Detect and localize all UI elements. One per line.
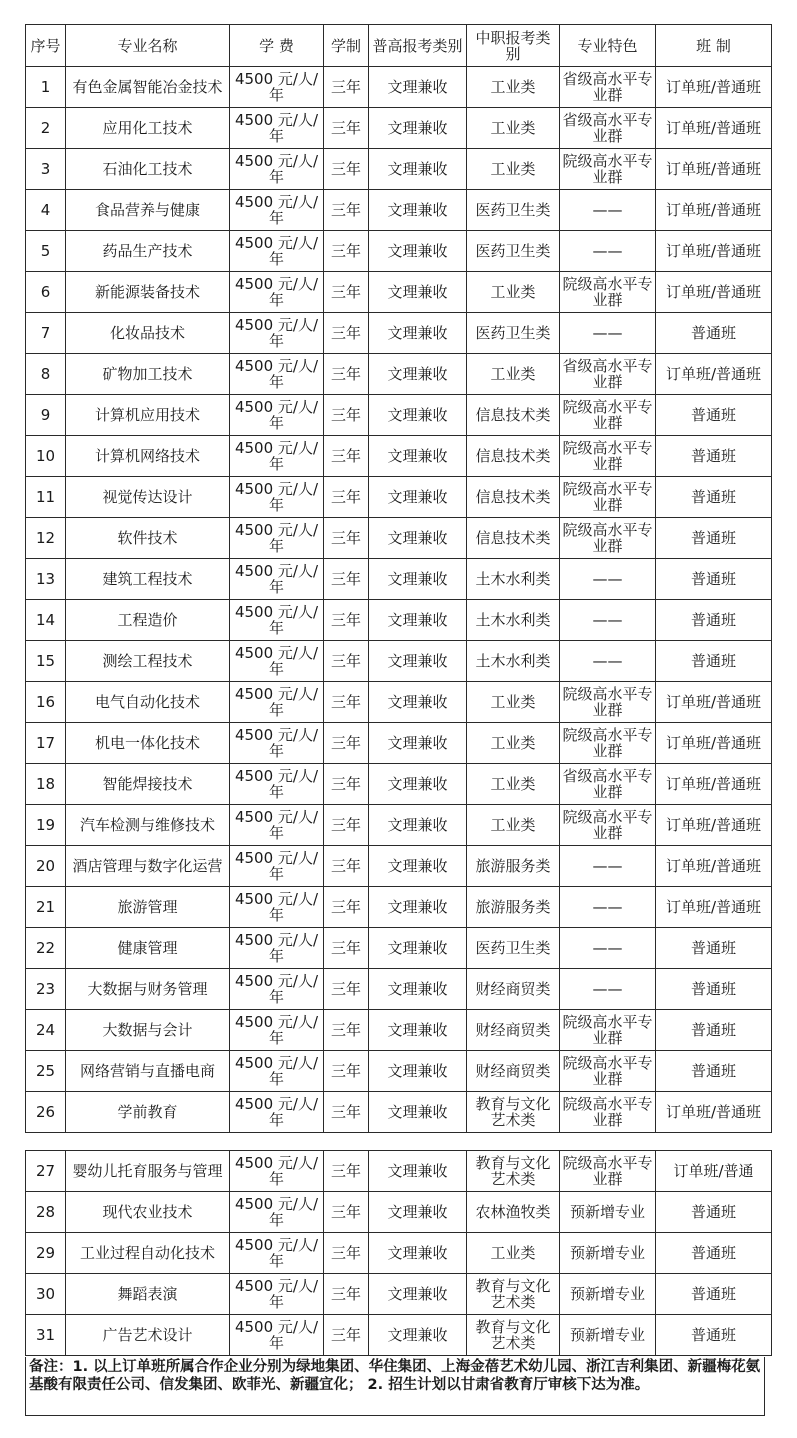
class-type-cell: 普通班: [656, 1274, 772, 1315]
tuition-fee-cell: 4500 元/人/年: [230, 641, 324, 682]
tuition-fee-cell: 4500 元/人/年: [230, 149, 324, 190]
major-feature-cell: ——: [560, 928, 656, 969]
table-row: [26, 1151, 772, 1192]
header-cell: 序号: [26, 25, 66, 67]
major-name-cell: 药品生产技术: [66, 231, 230, 272]
vocational-category-cell: 工业类: [467, 67, 560, 108]
major-name-cell: 健康管理: [66, 928, 230, 969]
table-row: [26, 313, 772, 354]
major-name-cell: 汽车检测与维修技术: [66, 805, 230, 846]
highschool-category-cell: 文理兼收: [369, 969, 467, 1010]
vocational-category-cell: 土木水利类: [467, 600, 560, 641]
class-type-cell: 订单班/普通班: [656, 846, 772, 887]
major-name-cell: 机电一体化技术: [66, 723, 230, 764]
table-gap: [25, 1135, 771, 1150]
table-row: [26, 723, 772, 764]
vocational-category-cell: 工业类: [467, 108, 560, 149]
row-number-cell: 10: [26, 436, 66, 477]
major-name-cell: 舞蹈表演: [66, 1274, 230, 1315]
table-row: [26, 67, 772, 108]
row-number-cell: 26: [26, 1092, 66, 1133]
highschool-category-cell: 文理兼收: [369, 559, 467, 600]
study-duration-cell: 三年: [324, 641, 369, 682]
study-duration-cell: 三年: [324, 1274, 369, 1315]
highschool-category-cell: 文理兼收: [369, 600, 467, 641]
vocational-category-cell: 教育与文化艺术类: [467, 1274, 560, 1315]
study-duration-cell: 三年: [324, 559, 369, 600]
class-type-cell: 普通班: [656, 477, 772, 518]
tuition-fee-cell: 4500 元/人/年: [230, 477, 324, 518]
highschool-category-cell: 文理兼收: [369, 313, 467, 354]
class-type-cell: 订单班/普通班: [656, 1092, 772, 1133]
vocational-category-cell: 土木水利类: [467, 559, 560, 600]
study-duration-cell: 三年: [324, 313, 369, 354]
major-name-cell: 食品营养与健康: [66, 190, 230, 231]
highschool-category-cell: 文理兼收: [369, 682, 467, 723]
tuition-fee-cell: 4500 元/人/年: [230, 764, 324, 805]
major-feature-cell: 院级高水平专业群: [560, 272, 656, 313]
vocational-category-cell: 旅游服务类: [467, 846, 560, 887]
major-name-cell: 有色金属智能冶金技术: [66, 67, 230, 108]
highschool-category-cell: 文理兼收: [369, 928, 467, 969]
class-type-cell: 普通班: [656, 1010, 772, 1051]
major-name-cell: 大数据与会计: [66, 1010, 230, 1051]
tuition-fee-cell: 4500 元/人/年: [230, 354, 324, 395]
highschool-category-cell: 文理兼收: [369, 1051, 467, 1092]
class-type-cell: 订单班/普通班: [656, 67, 772, 108]
tuition-fee-cell: 4500 元/人/年: [230, 190, 324, 231]
highschool-category-cell: 文理兼收: [369, 846, 467, 887]
row-number-cell: 7: [26, 313, 66, 354]
highschool-category-cell: 文理兼收: [369, 887, 467, 928]
tuition-fee-cell: 4500 元/人/年: [230, 518, 324, 559]
table-row: [26, 395, 772, 436]
row-number-cell: 5: [26, 231, 66, 272]
table-header-row: [26, 25, 772, 67]
vocational-category-cell: 教育与文化艺术类: [467, 1315, 560, 1356]
major-name-cell: 酒店管理与数字化运营: [66, 846, 230, 887]
tuition-fee-cell: 4500 元/人/年: [230, 682, 324, 723]
study-duration-cell: 三年: [324, 1092, 369, 1133]
class-type-cell: 订单班/普通班: [656, 108, 772, 149]
vocational-category-cell: 工业类: [467, 354, 560, 395]
major-feature-cell: 预新增专业: [560, 1192, 656, 1233]
study-duration-cell: 三年: [324, 1051, 369, 1092]
table-row: [26, 846, 772, 887]
tuition-fee-cell: 4500 元/人/年: [230, 1092, 324, 1133]
tuition-fee-cell: 4500 元/人/年: [230, 805, 324, 846]
tuition-fee-cell: 4500 元/人/年: [230, 1151, 324, 1192]
table-row: [26, 1274, 772, 1315]
header-cell: 班 制: [656, 25, 772, 67]
major-feature-cell: 院级高水平专业群: [560, 1051, 656, 1092]
vocational-category-cell: 信息技术类: [467, 477, 560, 518]
major-feature-cell: 预新增专业: [560, 1233, 656, 1274]
class-type-cell: 订单班/普通班: [656, 682, 772, 723]
major-name-cell: 旅游管理: [66, 887, 230, 928]
table-row: [26, 272, 772, 313]
table-row: [26, 1233, 772, 1274]
highschool-category-cell: 文理兼收: [369, 1192, 467, 1233]
tuition-fee-cell: 4500 元/人/年: [230, 723, 324, 764]
study-duration-cell: 三年: [324, 354, 369, 395]
major-feature-cell: 省级高水平专业群: [560, 764, 656, 805]
vocational-category-cell: 工业类: [467, 764, 560, 805]
footnote-remarks: 备注：1. 以上订单班所属合作企业分别为绿地集团、华住集团、上海金蓓艺术幼儿园、浙江吉利集团、新疆梅花氨基酸有限责任公司、信发集团、欧菲光、新疆宜化； 2. 招生计划以甘肃省教育厅审核下达为准。: [25, 1357, 765, 1416]
table-row: [26, 190, 772, 231]
study-duration-cell: 三年: [324, 108, 369, 149]
study-duration-cell: 三年: [324, 1010, 369, 1051]
row-number-cell: 4: [26, 190, 66, 231]
class-type-cell: 普通班: [656, 1315, 772, 1356]
tuition-fee-cell: 4500 元/人/年: [230, 1233, 324, 1274]
major-name-cell: 测绘工程技术: [66, 641, 230, 682]
row-number-cell: 2: [26, 108, 66, 149]
major-name-cell: 软件技术: [66, 518, 230, 559]
table-row: [26, 1010, 772, 1051]
row-number-cell: 6: [26, 272, 66, 313]
row-number-cell: 18: [26, 764, 66, 805]
major-feature-cell: 院级高水平专业群: [560, 1010, 656, 1051]
row-number-cell: 16: [26, 682, 66, 723]
table-row: [26, 969, 772, 1010]
highschool-category-cell: 文理兼收: [369, 436, 467, 477]
table-row: [26, 477, 772, 518]
tuition-fee-cell: 4500 元/人/年: [230, 928, 324, 969]
major-feature-cell: ——: [560, 969, 656, 1010]
table-row: [26, 559, 772, 600]
highschool-category-cell: 文理兼收: [369, 1315, 467, 1356]
enrollment-table-main: [25, 24, 772, 1133]
major-name-cell: 智能焊接技术: [66, 764, 230, 805]
class-type-cell: 普通班: [656, 600, 772, 641]
table-row: [26, 805, 772, 846]
tuition-fee-cell: 4500 元/人/年: [230, 559, 324, 600]
major-feature-cell: 省级高水平专业群: [560, 108, 656, 149]
major-feature-cell: 院级高水平专业群: [560, 682, 656, 723]
study-duration-cell: 三年: [324, 1315, 369, 1356]
study-duration-cell: 三年: [324, 518, 369, 559]
vocational-category-cell: 工业类: [467, 805, 560, 846]
table-row: [26, 682, 772, 723]
vocational-category-cell: 工业类: [467, 272, 560, 313]
vocational-category-cell: 信息技术类: [467, 518, 560, 559]
header-cell: 专业名称: [66, 25, 230, 67]
table-row: [26, 231, 772, 272]
highschool-category-cell: 文理兼收: [369, 723, 467, 764]
table-row: [26, 436, 772, 477]
class-type-cell: 普通班: [656, 395, 772, 436]
vocational-category-cell: 医药卫生类: [467, 231, 560, 272]
study-duration-cell: 三年: [324, 682, 369, 723]
major-feature-cell: 院级高水平专业群: [560, 1151, 656, 1192]
class-type-cell: 订单班/普通班: [656, 354, 772, 395]
table-row: [26, 354, 772, 395]
vocational-category-cell: 工业类: [467, 1233, 560, 1274]
header-cell: 学 费: [230, 25, 324, 67]
major-feature-cell: 院级高水平专业群: [560, 477, 656, 518]
header-cell: 学制: [324, 25, 369, 67]
major-feature-cell: 院级高水平专业群: [560, 395, 656, 436]
row-number-cell: 28: [26, 1192, 66, 1233]
row-number-cell: 12: [26, 518, 66, 559]
vocational-category-cell: 旅游服务类: [467, 887, 560, 928]
highschool-category-cell: 文理兼收: [369, 1092, 467, 1133]
highschool-category-cell: 文理兼收: [369, 518, 467, 559]
class-type-cell: 订单班/普通班: [656, 887, 772, 928]
major-name-cell: 建筑工程技术: [66, 559, 230, 600]
class-type-cell: 订单班/普通班: [656, 272, 772, 313]
study-duration-cell: 三年: [324, 436, 369, 477]
vocational-category-cell: 医药卫生类: [467, 928, 560, 969]
major-name-cell: 石油化工技术: [66, 149, 230, 190]
class-type-cell: 订单班/普通: [656, 1151, 772, 1192]
class-type-cell: 订单班/普通班: [656, 149, 772, 190]
study-duration-cell: 三年: [324, 1151, 369, 1192]
row-number-cell: 11: [26, 477, 66, 518]
table-row: [26, 1092, 772, 1133]
highschool-category-cell: 文理兼收: [369, 272, 467, 313]
study-duration-cell: 三年: [324, 1192, 369, 1233]
major-name-cell: 计算机网络技术: [66, 436, 230, 477]
vocational-category-cell: 医药卫生类: [467, 313, 560, 354]
study-duration-cell: 三年: [324, 887, 369, 928]
table-row: [26, 108, 772, 149]
row-number-cell: 8: [26, 354, 66, 395]
vocational-category-cell: 财经商贸类: [467, 1051, 560, 1092]
tuition-fee-cell: 4500 元/人/年: [230, 108, 324, 149]
vocational-category-cell: 财经商贸类: [467, 969, 560, 1010]
table-row: [26, 149, 772, 190]
tuition-fee-cell: 4500 元/人/年: [230, 1315, 324, 1356]
tuition-fee-cell: 4500 元/人/年: [230, 231, 324, 272]
tuition-fee-cell: 4500 元/人/年: [230, 395, 324, 436]
highschool-category-cell: 文理兼收: [369, 764, 467, 805]
study-duration-cell: 三年: [324, 928, 369, 969]
study-duration-cell: 三年: [324, 805, 369, 846]
major-name-cell: 矿物加工技术: [66, 354, 230, 395]
major-name-cell: 计算机应用技术: [66, 395, 230, 436]
row-number-cell: 31: [26, 1315, 66, 1356]
major-feature-cell: 院级高水平专业群: [560, 805, 656, 846]
class-type-cell: 订单班/普通班: [656, 764, 772, 805]
study-duration-cell: 三年: [324, 723, 369, 764]
vocational-category-cell: 土木水利类: [467, 641, 560, 682]
highschool-category-cell: 文理兼收: [369, 108, 467, 149]
major-feature-cell: ——: [560, 313, 656, 354]
tuition-fee-cell: 4500 元/人/年: [230, 1274, 324, 1315]
tuition-fee-cell: 4500 元/人/年: [230, 1010, 324, 1051]
major-name-cell: 婴幼儿托育服务与管理: [66, 1151, 230, 1192]
highschool-category-cell: 文理兼收: [369, 231, 467, 272]
highschool-category-cell: 文理兼收: [369, 1010, 467, 1051]
row-number-cell: 9: [26, 395, 66, 436]
tuition-fee-cell: 4500 元/人/年: [230, 1192, 324, 1233]
major-name-cell: 化妆品技术: [66, 313, 230, 354]
highschool-category-cell: 文理兼收: [369, 477, 467, 518]
vocational-category-cell: 财经商贸类: [467, 1010, 560, 1051]
study-duration-cell: 三年: [324, 272, 369, 313]
vocational-category-cell: 教育与文化艺术类: [467, 1092, 560, 1133]
class-type-cell: 普通班: [656, 969, 772, 1010]
tuition-fee-cell: 4500 元/人/年: [230, 1051, 324, 1092]
table-row: [26, 641, 772, 682]
highschool-category-cell: 文理兼收: [369, 805, 467, 846]
row-number-cell: 19: [26, 805, 66, 846]
major-feature-cell: ——: [560, 559, 656, 600]
table-row: [26, 518, 772, 559]
highschool-category-cell: 文理兼收: [369, 190, 467, 231]
major-feature-cell: 预新增专业: [560, 1274, 656, 1315]
class-type-cell: 普通班: [656, 1051, 772, 1092]
table-row: [26, 928, 772, 969]
major-feature-cell: 预新增专业: [560, 1315, 656, 1356]
major-feature-cell: 院级高水平专业群: [560, 1092, 656, 1133]
major-name-cell: 学前教育: [66, 1092, 230, 1133]
major-name-cell: 视觉传达设计: [66, 477, 230, 518]
study-duration-cell: 三年: [324, 846, 369, 887]
row-number-cell: 22: [26, 928, 66, 969]
highschool-category-cell: 文理兼收: [369, 1151, 467, 1192]
highschool-category-cell: 文理兼收: [369, 149, 467, 190]
row-number-cell: 30: [26, 1274, 66, 1315]
vocational-category-cell: 信息技术类: [467, 436, 560, 477]
highschool-category-cell: 文理兼收: [369, 395, 467, 436]
tuition-fee-cell: 4500 元/人/年: [230, 969, 324, 1010]
major-name-cell: 工业过程自动化技术: [66, 1233, 230, 1274]
enrollment-table-continued: [25, 1150, 772, 1356]
major-name-cell: 大数据与财务管理: [66, 969, 230, 1010]
row-number-cell: 27: [26, 1151, 66, 1192]
class-type-cell: 普通班: [656, 1192, 772, 1233]
class-type-cell: 订单班/普通班: [656, 231, 772, 272]
tuition-fee-cell: 4500 元/人/年: [230, 67, 324, 108]
row-number-cell: 24: [26, 1010, 66, 1051]
tuition-fee-cell: 4500 元/人/年: [230, 436, 324, 477]
study-duration-cell: 三年: [324, 600, 369, 641]
study-duration-cell: 三年: [324, 149, 369, 190]
major-name-cell: 工程造价: [66, 600, 230, 641]
class-type-cell: 订单班/普通班: [656, 805, 772, 846]
study-duration-cell: 三年: [324, 67, 369, 108]
major-name-cell: 新能源装备技术: [66, 272, 230, 313]
header-cell: 中职报考类别: [467, 25, 560, 67]
row-number-cell: 15: [26, 641, 66, 682]
study-duration-cell: 三年: [324, 231, 369, 272]
vocational-category-cell: 医药卫生类: [467, 190, 560, 231]
major-feature-cell: ——: [560, 846, 656, 887]
class-type-cell: 订单班/普通班: [656, 723, 772, 764]
table-row: [26, 887, 772, 928]
tuition-fee-cell: 4500 元/人/年: [230, 846, 324, 887]
tuition-fee-cell: 4500 元/人/年: [230, 600, 324, 641]
class-type-cell: 普通班: [656, 518, 772, 559]
major-feature-cell: 院级高水平专业群: [560, 518, 656, 559]
class-type-cell: 普通班: [656, 313, 772, 354]
study-duration-cell: 三年: [324, 969, 369, 1010]
vocational-category-cell: 工业类: [467, 723, 560, 764]
major-feature-cell: ——: [560, 641, 656, 682]
study-duration-cell: 三年: [324, 190, 369, 231]
study-duration-cell: 三年: [324, 477, 369, 518]
table-row: [26, 764, 772, 805]
major-feature-cell: 省级高水平专业群: [560, 354, 656, 395]
table-row: [26, 600, 772, 641]
highschool-category-cell: 文理兼收: [369, 1274, 467, 1315]
highschool-category-cell: 文理兼收: [369, 1233, 467, 1274]
study-duration-cell: 三年: [324, 395, 369, 436]
row-number-cell: 3: [26, 149, 66, 190]
header-cell: 普高报考类别: [369, 25, 467, 67]
table-row: [26, 1315, 772, 1356]
major-name-cell: 电气自动化技术: [66, 682, 230, 723]
class-type-cell: 普通班: [656, 1233, 772, 1274]
row-number-cell: 17: [26, 723, 66, 764]
table-row: [26, 1051, 772, 1092]
tuition-fee-cell: 4500 元/人/年: [230, 272, 324, 313]
class-type-cell: 普通班: [656, 436, 772, 477]
class-type-cell: 普通班: [656, 641, 772, 682]
tuition-fee-cell: 4500 元/人/年: [230, 887, 324, 928]
highschool-category-cell: 文理兼收: [369, 641, 467, 682]
row-number-cell: 1: [26, 67, 66, 108]
major-feature-cell: ——: [560, 231, 656, 272]
tuition-fee-cell: 4500 元/人/年: [230, 313, 324, 354]
row-number-cell: 29: [26, 1233, 66, 1274]
major-feature-cell: 院级高水平专业群: [560, 436, 656, 477]
vocational-category-cell: 教育与文化艺术类: [467, 1151, 560, 1192]
vocational-category-cell: 信息技术类: [467, 395, 560, 436]
highschool-category-cell: 文理兼收: [369, 67, 467, 108]
study-duration-cell: 三年: [324, 764, 369, 805]
vocational-category-cell: 工业类: [467, 682, 560, 723]
table-row: [26, 1192, 772, 1233]
highschool-category-cell: 文理兼收: [369, 354, 467, 395]
major-name-cell: 现代农业技术: [66, 1192, 230, 1233]
header-cell: 专业特色: [560, 25, 656, 67]
major-feature-cell: 院级高水平专业群: [560, 723, 656, 764]
major-feature-cell: 院级高水平专业群: [560, 149, 656, 190]
row-number-cell: 21: [26, 887, 66, 928]
row-number-cell: 20: [26, 846, 66, 887]
major-feature-cell: 省级高水平专业群: [560, 67, 656, 108]
class-type-cell: 普通班: [656, 559, 772, 600]
row-number-cell: 14: [26, 600, 66, 641]
row-number-cell: 25: [26, 1051, 66, 1092]
major-name-cell: 广告艺术设计: [66, 1315, 230, 1356]
major-name-cell: 应用化工技术: [66, 108, 230, 149]
row-number-cell: 23: [26, 969, 66, 1010]
vocational-category-cell: 农林渔牧类: [467, 1192, 560, 1233]
major-feature-cell: ——: [560, 190, 656, 231]
major-feature-cell: ——: [560, 600, 656, 641]
row-number-cell: 13: [26, 559, 66, 600]
study-duration-cell: 三年: [324, 1233, 369, 1274]
class-type-cell: 普通班: [656, 928, 772, 969]
major-name-cell: 网络营销与直播电商: [66, 1051, 230, 1092]
vocational-category-cell: 工业类: [467, 149, 560, 190]
class-type-cell: 订单班/普通班: [656, 190, 772, 231]
major-feature-cell: ——: [560, 887, 656, 928]
